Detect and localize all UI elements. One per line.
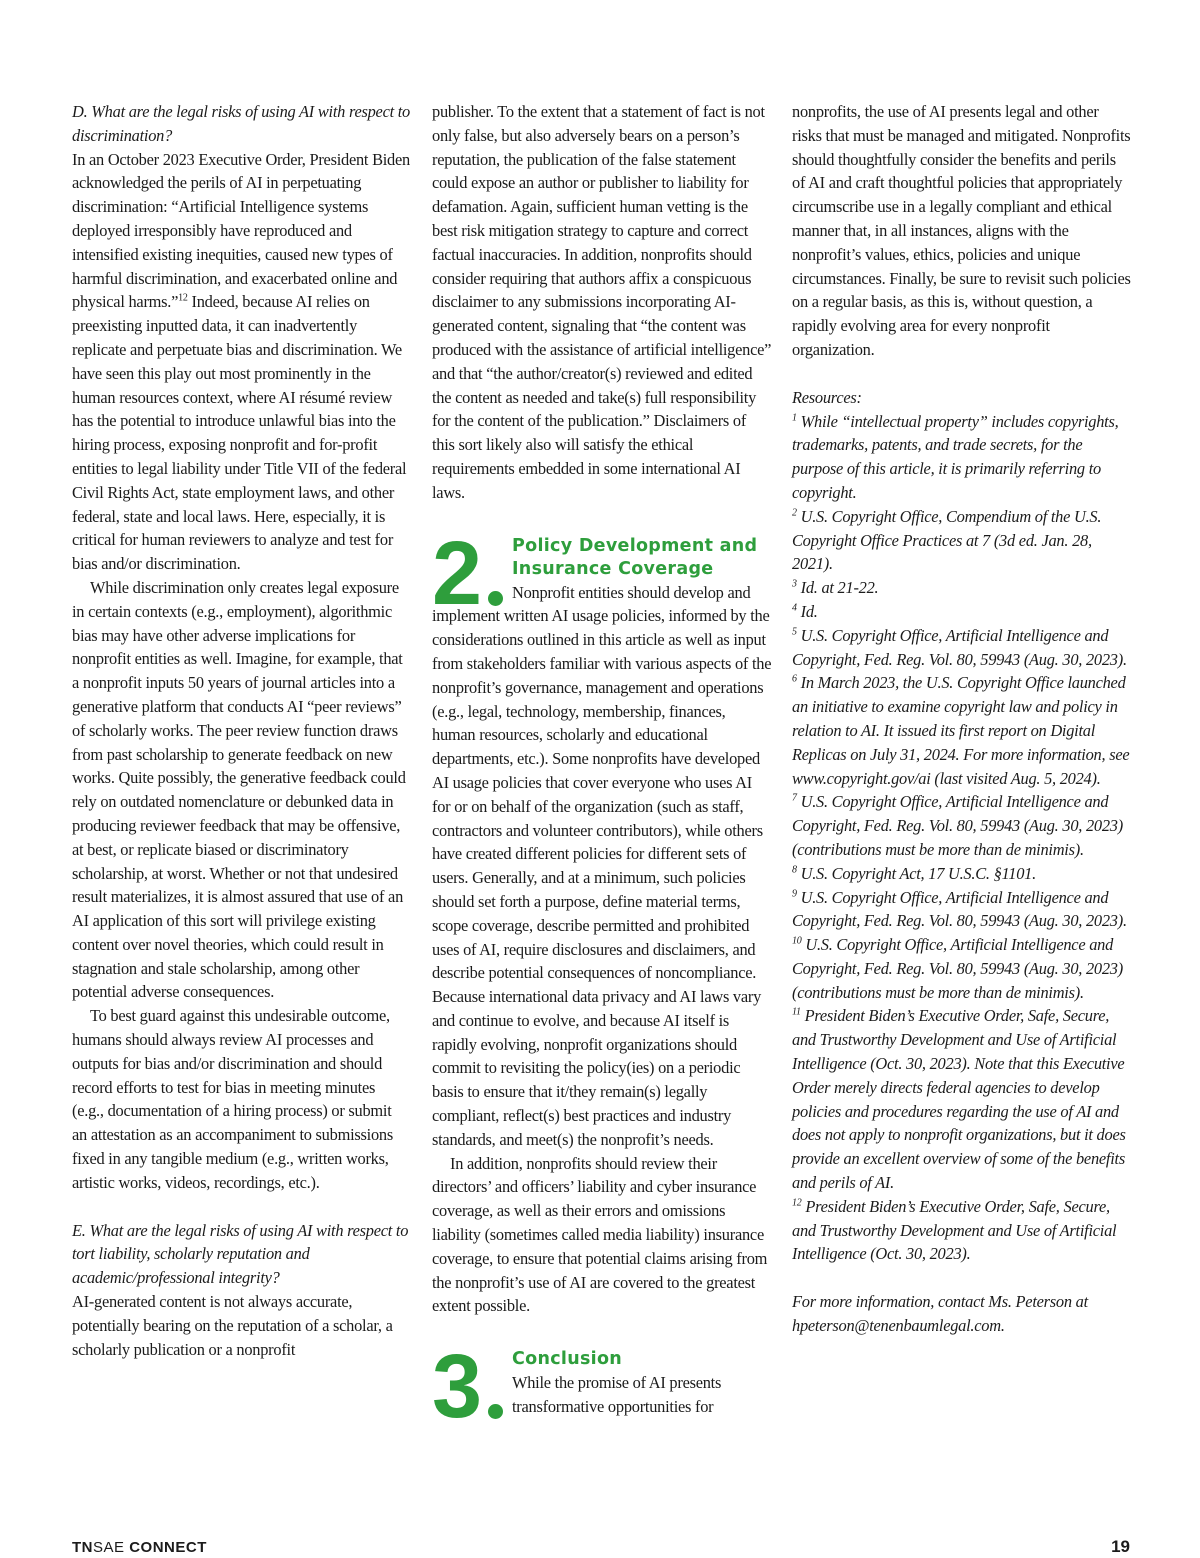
footnote-text: In March 2023, the U.S. Copyright Office launched an initiative to examine copyright law and policy in relation to AI. It issued its first report on Digital Replicas on July 31, 2024. For more information, see www.copyright.gov/ai (last visited Aug. 5, 2024). — [792, 673, 1130, 788]
footnote — [792, 886, 1132, 934]
footnote-text: While “intellectual property” includes copyrights, trademarks, patents, and trade secrets, for the purpose of this article, it is primarily referring to copyright. — [792, 411, 1119, 502]
footnote-number: 2 — [792, 507, 797, 519]
section-number: 2 — [432, 523, 479, 624]
paragraph-text: In an October 2023 Executive Order, President Biden acknowledged the perils of AI in perpetuating discrimination: “Artificial Intelligence systems deployed irresponsibly have reproduced and intensified existing inequities, caused new types of harmful discrimination, and exacerbated online and physical harms.” — [72, 149, 410, 312]
resources-label: Resources: — [792, 387, 862, 407]
footnote-text: Id. at 21-22. — [800, 578, 879, 598]
contact-info: For more information, contact Ms. Peterson at hpeterson@tenenbaumlegal.com. — [792, 1292, 1088, 1336]
footnote-number: 3 — [792, 578, 797, 590]
footnote-ref: 12 — [178, 292, 188, 304]
resources — [792, 386, 1132, 1266]
column-3 — [792, 100, 1132, 1338]
brand-tn: TN — [72, 1539, 93, 1556]
paragraph: Nonprofit entities should develop and implement written AI usage policies, informed by the considerations outlined in this article as well as input from stakeholders familiar with various aspects of the nonprofit’s governance, management and operations (e.g., legal, technology, membership, finances, human resources, scholarly and educational departments, etc.). Some nonprofits have developed AI usage policies that cover everyone who uses AI for or on behalf of the organization (such as staff, contractors and volunteer contributors), while others have created different policies for different sets of users. Generally, and at a minimum, such policies should set forth a purpose, define material terms, scope coverage, describe permitted and prohibited uses of AI, require disclosures and disclaimers, and describe potential consequences of noncompliance. Because international data privacy and AI laws vary and continue to evolve, and because AI itself is rapidly evolving, nonprofit organizations should commit to revisiting the policy(ies) on a periodic basis to ensure that it/they remain(s) legally compliant, reflect(s) best practices and industry standards, and meet(s) the nonprofit’s needs. — [432, 582, 772, 1149]
question-e-heading: E. What are the legal risks of using AI with respect to tort liability, scholarly reputation and academic/professional integrity? — [72, 1220, 409, 1288]
column-1 — [72, 100, 410, 1361]
footnote-text: U.S. Copyright Office, Artificial Intelligence and Copyright, Fed. Reg. Vol. 80, 59943 (Aug. 30, 2023). — [792, 887, 1127, 931]
footnote — [792, 1195, 1132, 1266]
section-2 — [432, 523, 772, 624]
paragraph: While discrimination only creates legal exposure in certain contexts (e.g., employment), algorithmic bias may have other adverse implications for nonprofit entities as well. Imagine, for example, that a nonprofit inputs 50 years of journal articles into a generative platform that conducts AI “peer reviews” of scholarly works. The peer review function draws from past scholarship to generate feedback on new works. Quite possibly, the generative feedback could rely on outdated nomenclature or debunked data in producing reviewer feedback that may be offensive, at best, or replicate biased or discriminatory scholarship, at worst. Whether or not that undesired result materializes, it is almost assured that use of an AI application of this sort will privilege existing content over novel theories, which could result in stagnation and stale scholarship, among other potential adverse consequences. — [72, 577, 406, 1002]
footnote — [792, 933, 1132, 1004]
footnote — [792, 790, 1132, 861]
footnote-number: 8 — [792, 864, 797, 876]
footnote-number: 6 — [792, 673, 797, 685]
paragraph: AI-generated content is not always accurate, potentially bearing on the reputation of a scholar, a scholarly publication or a nonprofit — [72, 1292, 393, 1359]
footnote-text: U.S. Copyright Office, Artificial Intelligence and Copyright, Fed. Reg. Vol. 80, 59943 (Aug. 30, 2023) (contributions must be more than de minimis). — [792, 935, 1123, 1002]
footnote-number: 9 — [792, 888, 797, 900]
footnote — [792, 576, 1132, 600]
paragraph: publisher. To the extent that a statement of fact is not only false, but also adversely bears on a person’s reputation, the publication of the false statement could expose an author or publisher to liability for defamation. Again, sufficient human vetting is the best risk mitigation strategy to capture and correct factual inaccuracies. In addition, nonprofits should consider requiring that authors affix a conspicuous disclaimer to any submissions incorporating AI-generated content, signaling that “the content was produced with the assistance of artificial intelligence” and that “the author/creator(s) reviewed and edited the content as needed and take(s) full responsibility for the content of the publication.” Disclaimers of this sort likely also will satisfy the ethical requirements embedded in some international AI laws. — [432, 102, 772, 502]
footnote — [792, 671, 1132, 790]
question-d-heading: D. What are the legal risks of using AI with respect to discrimination? — [72, 102, 411, 145]
footnote — [792, 862, 1132, 886]
footnote-number: 1 — [792, 412, 797, 424]
paragraph: In addition, nonprofits should review their directors’ and officers’ liability and cyber insurance coverage, as well as their errors and omissions liability (sometimes called media liability) insurance coverage, to ensure that potential claims arising from the nonprofit’s use of AI are covered to the greatest extent possible. — [432, 1153, 768, 1316]
section-heading: Policy Development and Insurance Coverage — [512, 535, 758, 579]
footnote — [792, 1004, 1132, 1194]
footnote-text: U.S. Copyright Office, Compendium of the U.S. Copyright Office Practices at 7 (3d ed. Jan. 28, 2021). — [792, 506, 1102, 574]
footnote — [792, 410, 1132, 505]
dot-icon — [488, 1404, 503, 1419]
footnote-number: 12 — [792, 1197, 802, 1209]
paragraph-text: Indeed, because AI relies on preexisting inputted data, it can inadvertently replicate and perpetuate bias and discrimination. We have seen this play out most prominently in the human resources context, where AI résumé review has the potential to introduce unlawful bias into the hiring process, exposing nonprofit and for-profit entities to legal liability under Title VII of the federal Civil Rights Act, state employment laws, and other federal, state and local laws. Here, especially, it is critical for human reviewers to analyze and test for bias and/or discrimination. — [72, 292, 407, 574]
footnote-text: President Biden’s Executive Order, Safe, Secure, and Trustworthy Development and Use of Artificial Intelligence (Oct. 30, 2023). — [792, 1196, 1117, 1264]
footnote-number: 7 — [792, 792, 797, 804]
brand-sae: SAE — [93, 1539, 125, 1556]
footnote-list — [792, 410, 1132, 1267]
footnote-text: U.S. Copyright Act, 17 U.S.C. §1101. — [800, 863, 1036, 883]
footnote-number: 10 — [792, 935, 802, 947]
footnote-number: 5 — [792, 626, 797, 638]
dot-icon — [488, 591, 503, 606]
footnote-text: U.S. Copyright Office, Artificial Intelligence and Copyright, Fed. Reg. Vol. 80, 59943 (Aug. 30, 2023) (contributions must be more than de minimis). — [792, 792, 1123, 859]
paragraph: To best guard against this undesirable outcome, humans should always review AI processes and outputs for bias and/or discrimination and should record efforts to test for bias in meeting minutes (e.g., documentation of a hiring process) or submit an attestation as an accompaniment to submissions fixed in any tangible medium (e.g., written works, artistic works, videos, recordings, etc.). — [72, 1006, 393, 1192]
section-3 — [432, 1337, 772, 1438]
paragraph — [72, 148, 410, 576]
page-number: 19 — [1111, 1537, 1130, 1556]
brand-connect: CONNECT — [129, 1539, 207, 1556]
footnote — [792, 624, 1132, 672]
column-2 — [432, 100, 772, 1438]
footnote-text: President Biden’s Executive Order, Safe, Secure, and Trustworthy Development and Use of Artificial Intelligence (Oct. 30, 2023). Note that this Executive Order merely directs federal agencies to develop policies and procedures regarding the use of AI and does not apply to nonprofit organizations, but it does provide an excellent overview of some of the benefits and perils of AI. — [792, 1006, 1126, 1193]
paragraph: While the promise of AI presents transformative opportunities for — [512, 1373, 722, 1417]
footnote — [792, 600, 1132, 624]
footnote-number: 4 — [792, 602, 797, 614]
footnote-text: U.S. Copyright Office, Artificial Intelligence and Copyright, Fed. Reg. Vol. 80, 59943 (Aug. 30, 2023). — [792, 625, 1127, 669]
footnote-text: Id. — [800, 601, 818, 621]
paragraph: nonprofits, the use of AI presents legal and other risks that must be managed and mitigated. Nonprofits should thoughtfully consider the benefits and perils of AI and craft thoughtful policies that appropriately circumscribe use in a legally compliant and ethical manner that, in all instances, aligns with the nonprofit’s values, ethics, policies and unique circumstances. Finally, be sure to revisit such policies on a regular basis, as this is, without question, a rapidly evolving area for every nonprofit organization. — [792, 102, 1131, 359]
footnote-number: 11 — [792, 1007, 801, 1019]
section-heading: Conclusion — [512, 1349, 623, 1370]
publication-name — [72, 1539, 207, 1556]
section-number: 3 — [432, 1337, 479, 1438]
footnote — [792, 505, 1132, 576]
